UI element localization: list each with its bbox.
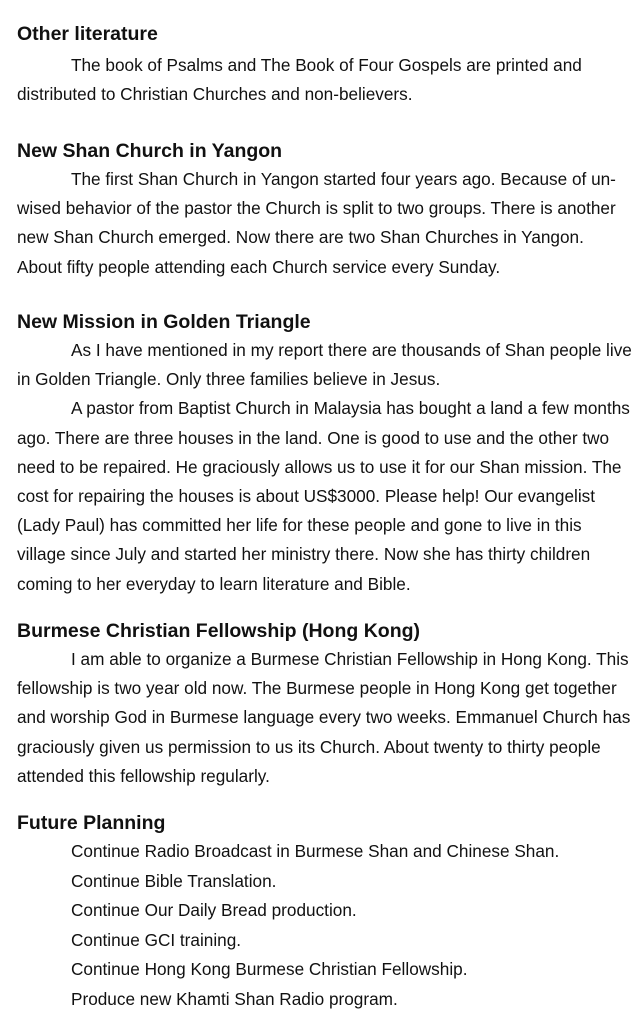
section-heading: Future Planning [17,812,166,834]
section-golden-triangle [17,310,632,599]
future-planning-list [17,837,632,1015]
list-item: Continue GCI training. [71,929,242,950]
list-item: Continue Our Daily Bread production. [71,900,357,921]
list-item: Continue Bible Translation. [71,870,277,891]
list-item: Continue Radio Broadcast in Burmese Shan and Chinese Shan. [71,841,560,861]
section-paragraph: The first Shan Church in Yangon started four years ago. Because of un-wised behavior of the pastor the Church is split to two groups. There is another new Shan Church emerged. Now there are two Shan Churches in Yangon. About fifty people attending each Church service every Sunday. [17,169,616,277]
section-paragraph: The book of Psalms and The Book of Four Gospels are printed and distributed to Christian Churches and non-believers. [17,55,582,105]
section-future-planning [17,811,632,1015]
section-heading: New Shan Church in Yangon [17,140,283,162]
section-other-literature [17,22,632,109]
section-heading: Burmese Christian Fellowship (Hong Kong) [17,620,421,642]
list-item: Continue Hong Kong Burmese Christian Fellowship. [71,959,468,980]
section-paragraph: A pastor from Baptist Church in Malaysia has bought a land a few months ago. There are three houses in the land. One is good to use and the other two need to be repaired. He graciously allows us to use it for our Shan mission. The cost for repairing the houses is about US$3000. Please help! Our evangelist (Lady Paul) has committed her life for these people and gone to live in this village since July and started her ministry there. Now she has thirty children coming to her everyday to learn literature and Bible. [17,398,630,594]
section-heading: New Mission in Golden Triangle [17,311,311,333]
list-item: Produce new Khamti Shan Radio program. [71,988,398,1009]
section-paragraph: I am able to organize a Burmese Christian Fellowship in Hong Kong. This fellowship is two year old now. The Burmese people in Hong Kong get together and worship God in Burmese language every two weeks. Emmanuel Church has graciously given us permission to us its Church. About twenty to thirty people attended this fellowship regularly. [17,649,631,786]
section-paragraph: As I have mentioned in my report there are thousands of Shan people live in Golden Triangle. Only three families believe in Jesus. [17,340,632,390]
section-burmese-fellowship [17,619,632,791]
section-heading: Other literature [17,23,158,45]
section-new-shan-church [17,139,632,282]
